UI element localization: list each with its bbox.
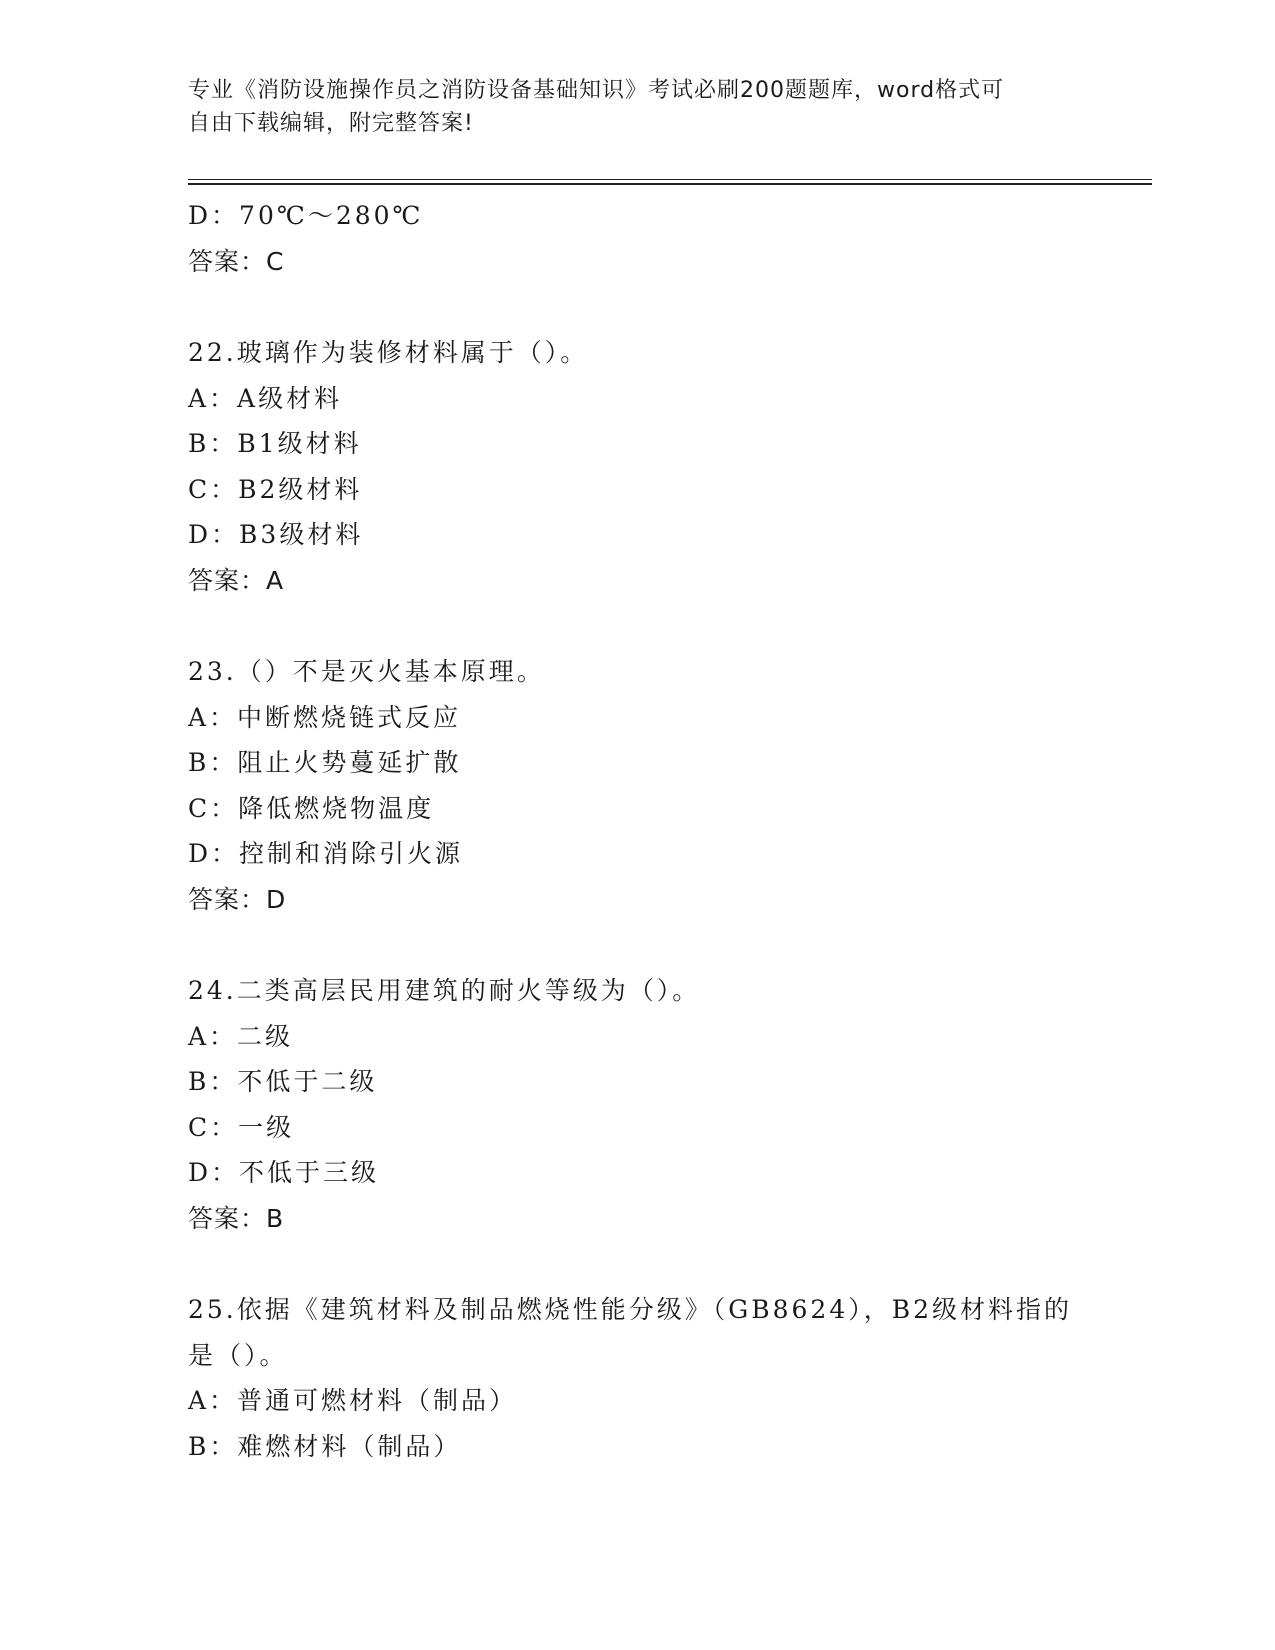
question-list — [188, 193, 1152, 1469]
q24-answer: 答案：B — [188, 1203, 285, 1233]
document-header — [188, 74, 1088, 140]
q22-answer: 答案：A — [188, 565, 285, 595]
header-line-1: 专业《消防设施操作员之消防设备基础知识》考试必刷200题题库，word格式可 — [188, 78, 1005, 103]
q24-stem: 24.二类高层民用建筑的耐火等级为（）。 — [188, 976, 701, 1005]
q25-stem-line-2: 是（）。 — [188, 1340, 288, 1370]
q21-answer: 答案：C — [188, 246, 285, 276]
q24-option-b: B：不低于二级 — [188, 1067, 378, 1096]
q23-option-c: C：降低燃烧物温度 — [188, 793, 435, 823]
q24-option-d: D：不低于三级 — [188, 1158, 380, 1187]
q23-option-d: D：控制和消除引火源 — [188, 839, 464, 868]
q23-option-b: B：阻止火势蔓延扩散 — [188, 748, 462, 777]
q25-option-a: A：普通可燃材料（制品） — [188, 1386, 518, 1415]
q22-option-a: A：A级材料 — [188, 383, 343, 413]
q22-stem: 22.玻璃作为装修材料属于（）。 — [188, 338, 589, 367]
header-divider-thin — [188, 179, 1152, 180]
q25-stem-line-1: 25.依据《建筑材料及制品燃烧性能分级》（GB8624），B2级材料指的 — [188, 1295, 1073, 1324]
q21-option-d: D：70℃～280℃ — [188, 201, 424, 230]
q24-option-c: C：一级 — [188, 1112, 295, 1142]
q22-option-c: C：B2级材料 — [188, 474, 363, 504]
q22-option-b: B：B1级材料 — [188, 429, 362, 458]
q22-option-d: D：B3级材料 — [188, 520, 364, 549]
header-divider-thick — [188, 183, 1152, 185]
q25-option-b: B：难燃材料（制品） — [188, 1431, 462, 1461]
header-line-2: 自由下载编辑，附完整答案! — [188, 111, 474, 136]
q23-option-a: A：中断燃烧链式反应 — [188, 702, 462, 732]
q23-answer: 答案：D — [188, 884, 287, 914]
q24-option-a: A：二级 — [188, 1021, 294, 1051]
q23-stem: 23.（）不是灭火基本原理。 — [188, 657, 545, 686]
